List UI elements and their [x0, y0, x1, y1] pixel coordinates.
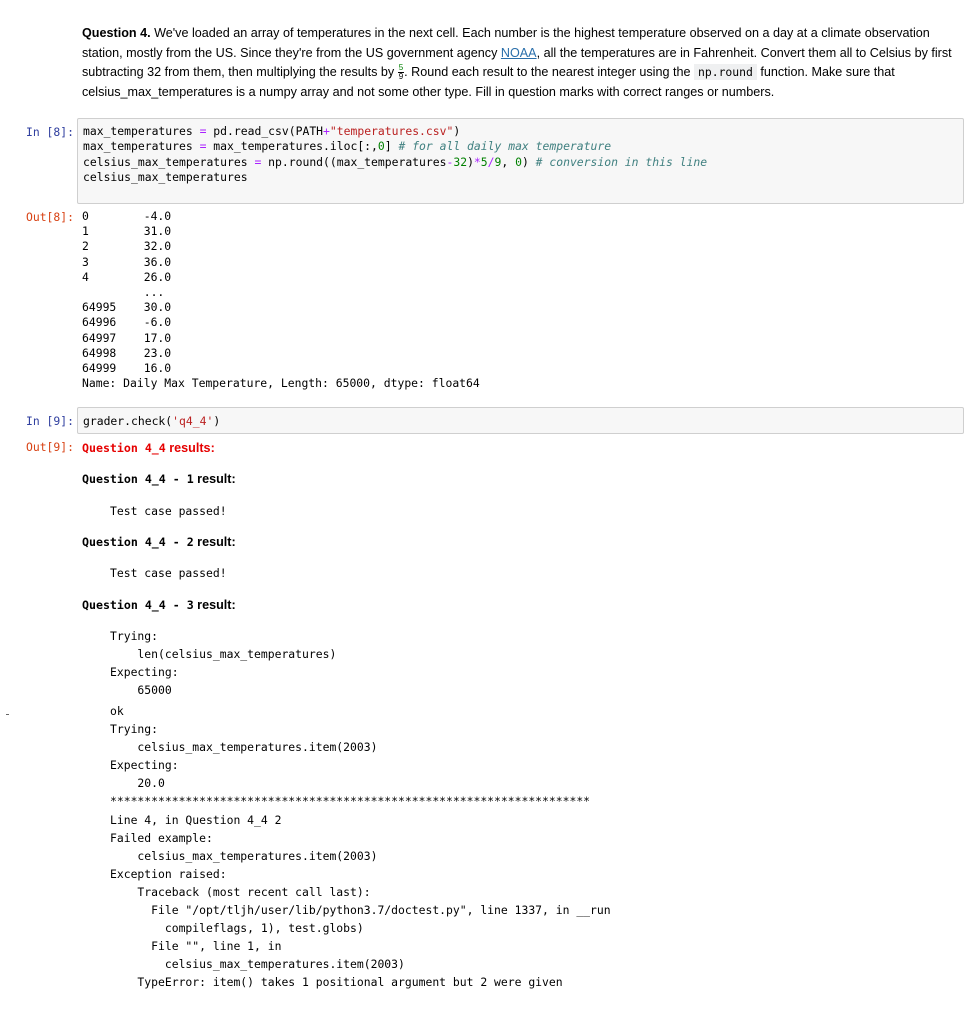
result-2-body: Test case passed!	[110, 566, 227, 580]
np-round-code: np.round	[694, 64, 757, 80]
result-1-body: Test case passed!	[110, 504, 227, 518]
in-prompt-9: In [9]:	[25, 414, 74, 428]
result-3-failure: ok Trying: celsius_max_temperatures.item(2003) Expecting: 20.0 ********************************************************************** Line 4, in Question 4_4 2 Failed example: celsius_max_temperatures.item(2003) Exception raised: Traceback (most recent call last): File "/opt/tljh/user/lib/python3.7/doctest.py", line 1337, in __run compileflags, 1), test.globs) File "", line 1, in celsius_max_temperatures.item(2003) TypeError: item() takes 1 positional argument but 2 were given	[110, 704, 611, 990]
code-cell-9[interactable]: grader.check('q4_4')	[77, 407, 964, 434]
result-3-title: Question 4_4 - 3 result:	[82, 598, 236, 612]
result-2-title: Question 4_4 - 2 result:	[82, 535, 236, 549]
question-text-1: We've loaded an array of temperatures in the next cell. Each number is the highest temperature observed on a day at a climate observation station, mostly from the US. Since they're from the US government agency	[82, 26, 930, 60]
results-title: Question 4_4 results:	[82, 441, 215, 455]
question-text-4: function. Make sure that celsius_max_temperatures is a numpy array and not some other type. Fill in question marks with correct ranges or numbers.	[82, 65, 895, 99]
code-cell-8[interactable]: max_temperatures = pd.read_csv(PATH+"temperatures.csv") max_temperatures = max_temperatures.iloc[:,0] # for all daily max temperature celsius_max_temperatures = np.round((max_temperatures-32)*5/9, 0) # conversion in this line celsius_max_temperatures	[77, 118, 964, 204]
out-prompt-8: Out[8]:	[25, 210, 74, 224]
output-8	[82, 209, 480, 391]
question-markdown	[82, 24, 958, 102]
fraction-5-9: $\frac{5}{9}$	[398, 63, 404, 82]
margin-mark	[6, 714, 9, 715]
series-output: 0 -4.0 1 31.0 2 32.0 3 36.0 4 26.0 ... 64995 30.0 64996 -6.0 64997 17.0 64998 23.0 64999 16.0 Name: Daily Max Temperature, Length: 65000, dtype: float64	[82, 209, 480, 391]
in-prompt-8: In [8]:	[25, 125, 74, 139]
question-text-3: . Round each result to the nearest integer using the	[404, 65, 694, 79]
result-1-title: Question 4_4 - 1 result:	[82, 472, 236, 486]
result-3-trying-1: Trying: len(celsius_max_temperatures) Expecting: 65000	[110, 629, 337, 698]
noaa-link[interactable]: NOAA	[500, 45, 537, 60]
question-text-2: , all the temperatures are in Fahrenheit. Convert them all to Celsius by first subtracting 32 from them, then multiplying the results by	[82, 45, 952, 79]
out-prompt-9: Out[9]:	[25, 440, 74, 454]
question-title: Question 4.	[82, 26, 151, 40]
